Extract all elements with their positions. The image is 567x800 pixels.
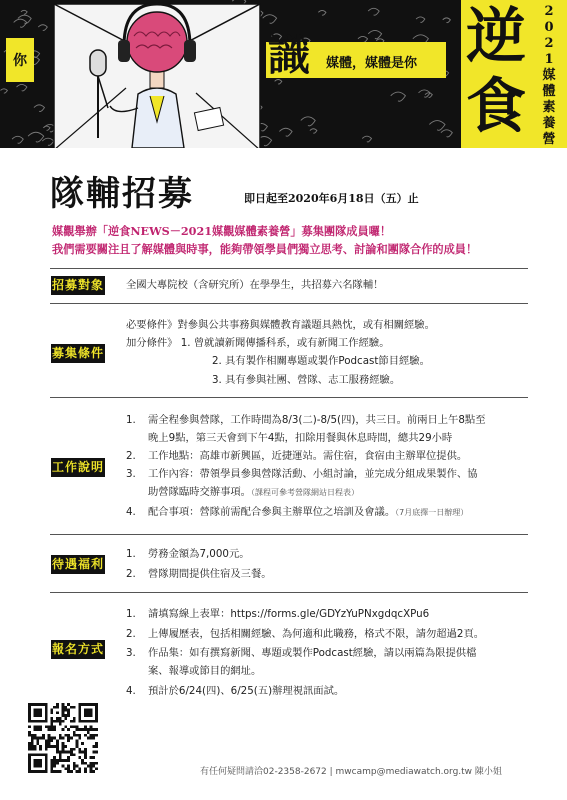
header-banner: [0, 0, 567, 148]
work-item: 晚上9點，第三天會到下午4點，扣除用餐與休息時間，總共29小時: [148, 432, 453, 444]
list-number: 2.: [126, 568, 136, 580]
section-label-conditions: 募集條件: [51, 344, 105, 363]
slogan-text: 媒體，媒體是你: [326, 56, 418, 71]
section-divider: [50, 303, 528, 304]
vertical-char: 營: [542, 132, 556, 147]
vertical-char: 1: [544, 52, 554, 67]
list-number: 2.: [126, 450, 136, 462]
work-item: 工作內容：帶領學員參與營隊活動、小組討論，並完成分組成果製作、協: [148, 468, 478, 480]
section-label-work: 工作說明: [51, 458, 105, 477]
vertical-char: 2: [544, 4, 554, 19]
target-text: 全國大專院校（含研究所）在學學生，共招募六名隊輔！: [126, 279, 384, 291]
list-number: 2.: [126, 628, 136, 640]
section-divider: [50, 268, 528, 269]
list-number: 3.: [126, 468, 136, 480]
logo-character-ni: 逆: [466, 2, 526, 72]
qr-code[interactable]: [28, 703, 98, 773]
section-label-apply: 報名方式: [51, 640, 105, 659]
work-item-text: 配合事項：營隊前需配合參與主辦單位之培訓及會議。: [148, 506, 396, 518]
bonus-condition: 2. 具有製作相關專題或製作Podcast節目經驗。: [212, 355, 430, 367]
podcast-illustration: [46, 0, 268, 148]
contact-info: 有任何疑問請洽02-2358-2672 | mwcamp@mediawatch.org.tw 陳小姐: [200, 767, 502, 777]
side-character: 你: [6, 38, 34, 82]
vertical-char: 素: [542, 100, 556, 115]
work-item: 工作地點：高雄市新興區，近捷運站。需住宿，食宿由主辦單位提供。: [148, 450, 468, 462]
vertical-char: 體: [542, 84, 556, 99]
logo-character-shi: 食: [466, 72, 526, 142]
bonus-condition: 加分條件》 1. 曾就讀新聞傳播科系，或有新聞工作經驗。: [126, 337, 390, 349]
bonus-condition: 3. 具有參與社團、營隊、志工服務經驗。: [212, 374, 401, 386]
list-number: 1.: [126, 414, 136, 426]
work-item-text: 助營隊臨時交辦事項。: [148, 486, 251, 498]
work-item: 需全程參與營隊，工作時間為8/3(二)-8/5(四)，共三日。前兩日上午8點至: [148, 414, 486, 426]
list-number: 1.: [126, 608, 136, 620]
camp-vertical-title: [536, 4, 562, 148]
deadline-text: 即日起至2020年6月18日（五）止: [244, 192, 419, 205]
apply-item: 作品集：如有撰寫新聞、專題或製作Podcast經驗，請以兩篇為限提供檔: [148, 647, 477, 659]
intro-line: 我們需要關注且了解媒體與時事，能夠帶領學員們獨立思考、討論和團隊合作的成員！: [52, 242, 478, 256]
section-divider: [50, 592, 528, 593]
intro-line: 媒觀舉辦「逆食NEWS－2021媒觀媒體素養營」募集團隊成員囉！: [52, 224, 392, 238]
list-number: 4.: [126, 506, 136, 518]
list-number: 4.: [126, 685, 136, 697]
work-item-note: （課程可參考營隊網站日程表）: [250, 488, 359, 497]
section-divider: [50, 534, 528, 535]
apply-item: 預計於6/24(四)、6/25(五)辦理視訊面試。: [148, 685, 345, 697]
list-number: 3.: [126, 647, 136, 659]
section-label-target: 招募對象: [51, 276, 105, 295]
list-number: 1.: [126, 548, 136, 560]
vertical-char: 養: [542, 116, 556, 131]
slogan-main-character: 識: [268, 31, 311, 80]
apply-form-link[interactable]: 請填寫線上表單：https://forms.gle/GDYzYuPNxgdqcXPu6: [148, 608, 430, 620]
apply-item: 上傳履歷表，包括相關經驗、為何適和此職務，格式不限，請勿超過2頁。: [148, 628, 485, 640]
section-label-benefits: 待遇福利: [51, 555, 105, 574]
work-item: [148, 505, 468, 520]
work-item-note: （7月底擇一日辦理）: [395, 508, 469, 517]
benefit-item: 營隊期間提供住宿及三餐。: [148, 568, 272, 580]
vertical-char: 2: [544, 36, 554, 51]
vertical-char: 媒: [542, 68, 556, 83]
vertical-char: 0: [544, 20, 554, 35]
benefit-item: 勞務金額為7,000元。: [148, 548, 250, 560]
section-divider: [50, 397, 528, 398]
required-condition: 必要條件》對參與公共事務與媒體教育議題具熱忱，或有相關經驗。: [126, 319, 435, 331]
work-item: [148, 485, 359, 500]
apply-item: 案、報導或節目的網址。: [148, 665, 262, 677]
page-title: 隊輔招募: [50, 174, 194, 214]
